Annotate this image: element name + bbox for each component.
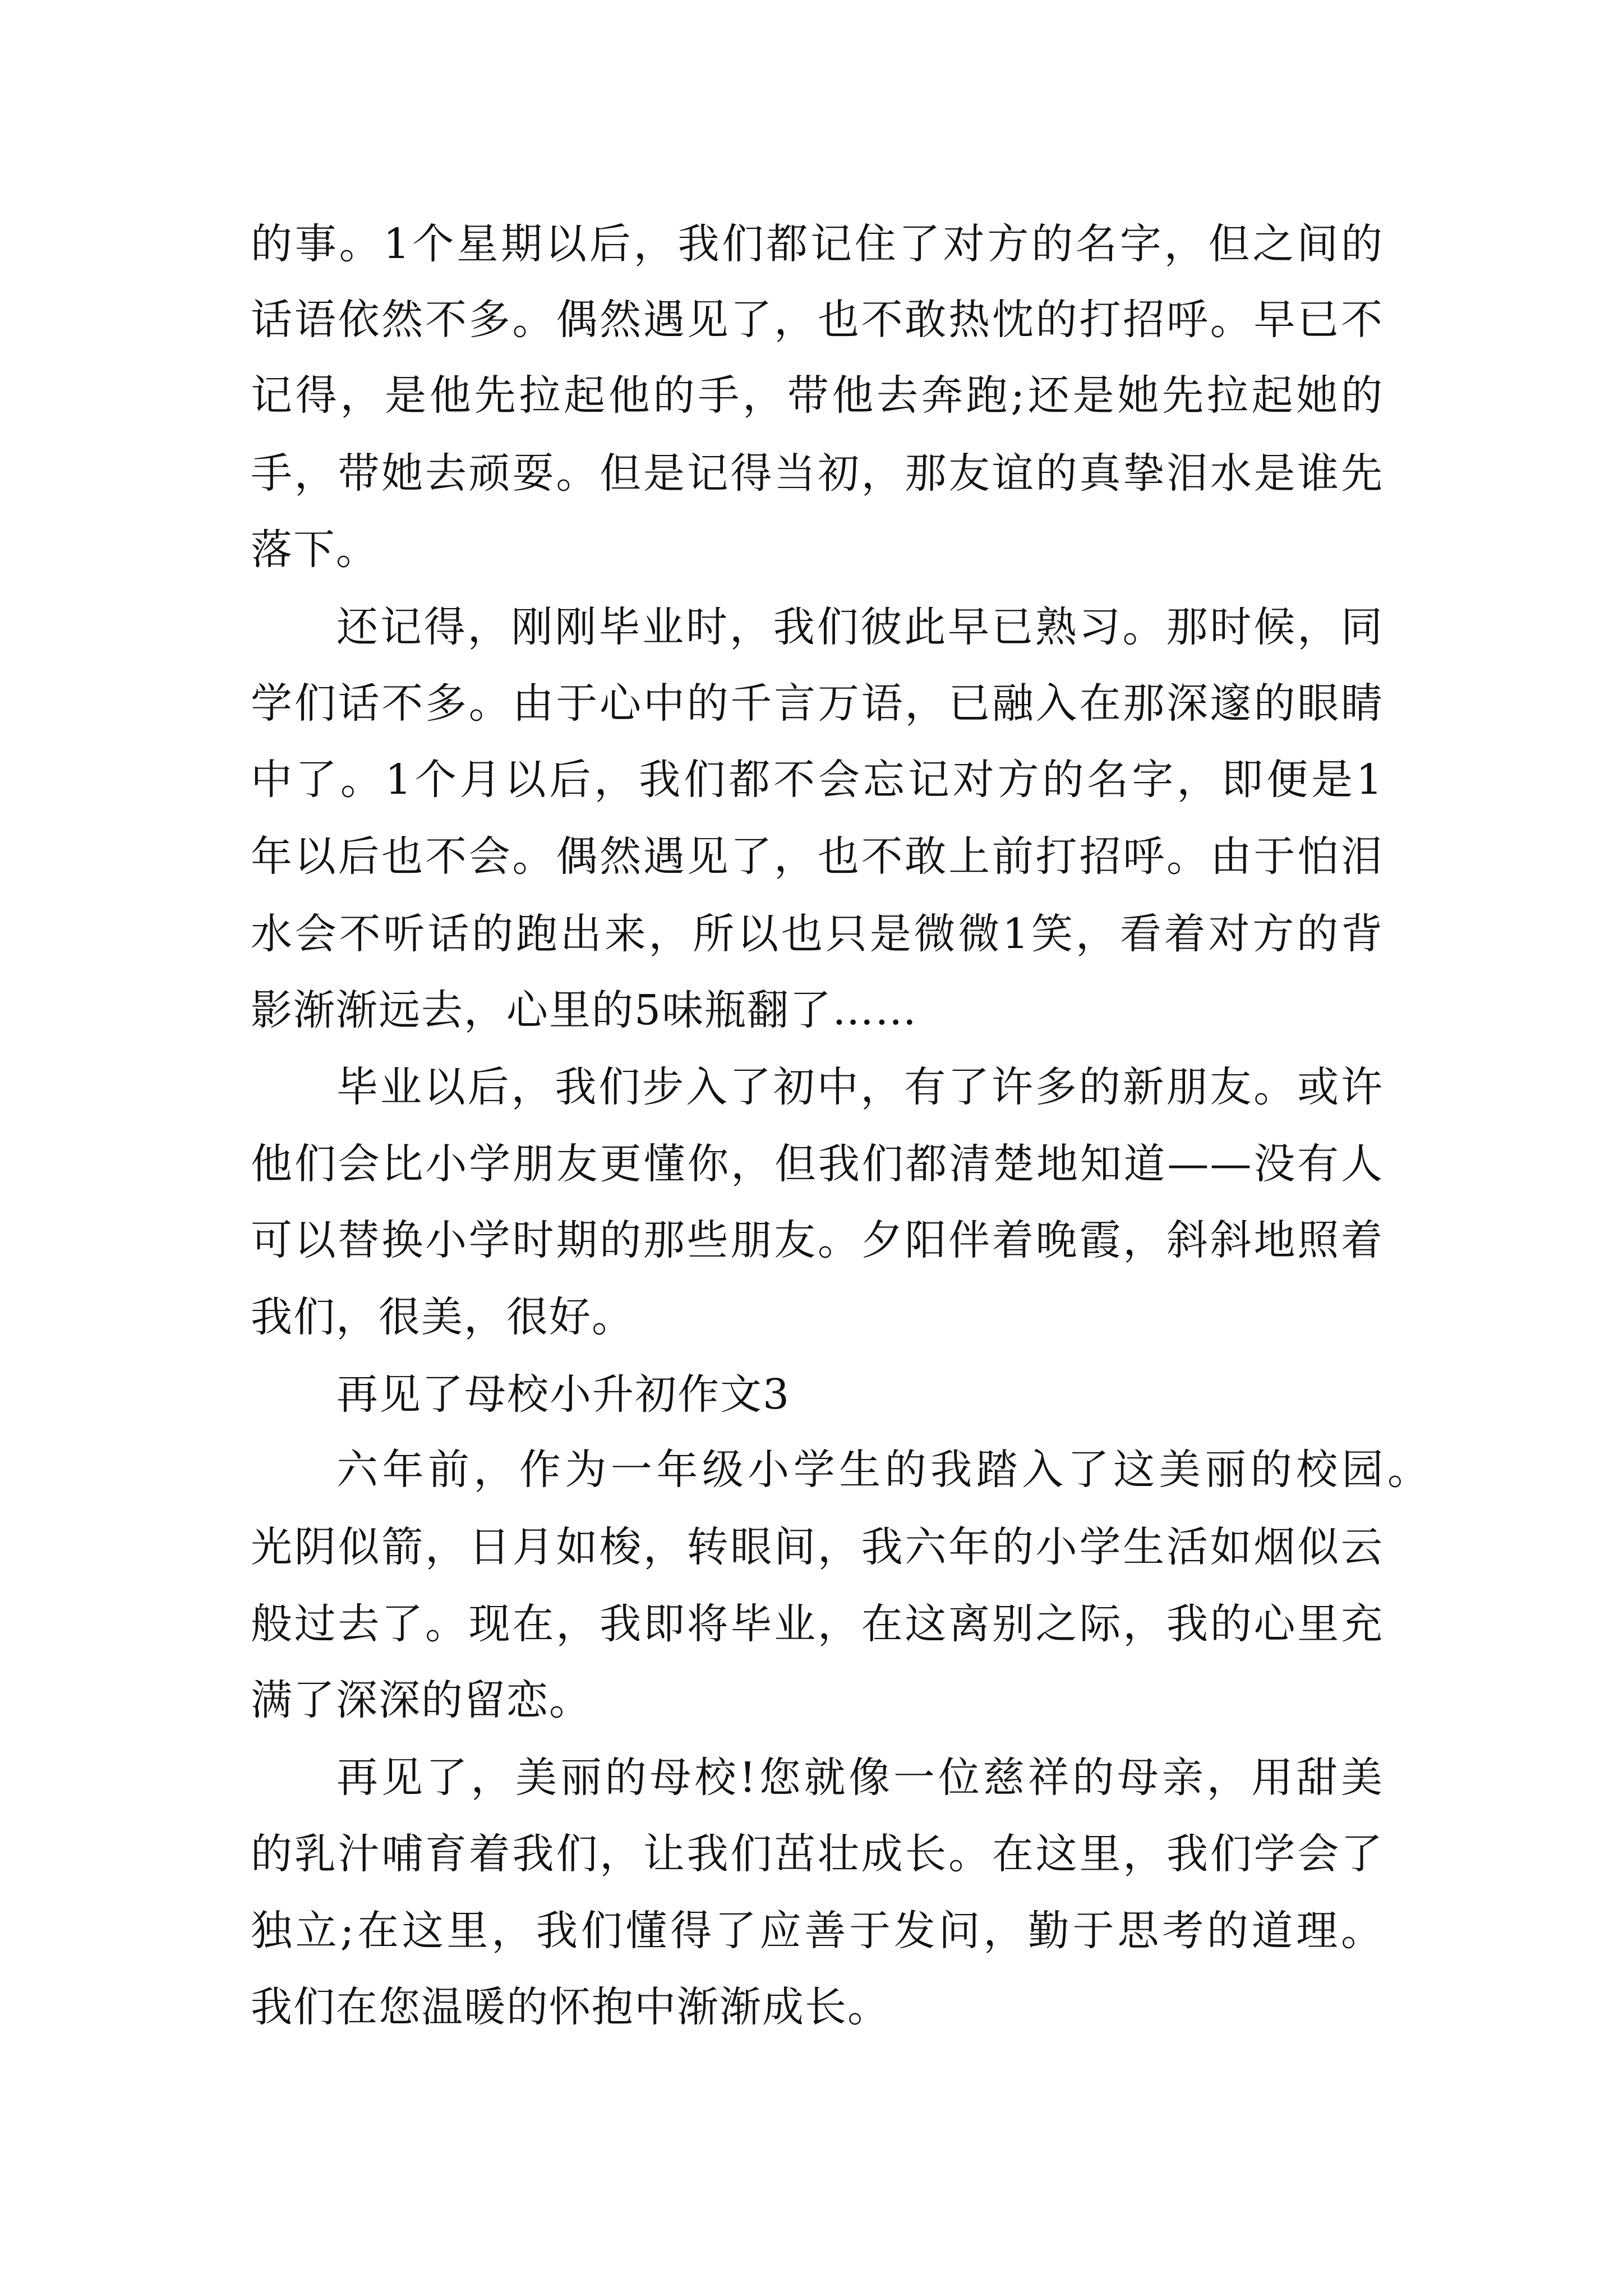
paragraph-6-line-1: 再见了，美丽的母校!您就像一位慈祥的母亲，用甜美 xyxy=(336,1754,1384,1802)
paragraph-3-line-2: 他们会比小学朋友更懂你，但我们都清楚地知道——没有人 xyxy=(251,1140,1384,1188)
paragraph-1-line-5: 落下。 xyxy=(251,526,379,574)
paragraph-2-line-6: 影渐渐远去，心里的5味瓶翻了…… xyxy=(251,986,918,1034)
paragraph-2-line-4: 年以后也不会。偶然遇见了，也不敢上前打招呼。由于怕泪 xyxy=(251,832,1384,881)
paragraph-6-line-4: 我们在您温暖的怀抱中渐渐成长。 xyxy=(251,1983,890,2031)
paragraph-2-line-2: 学们话不多。由于心中的千言万语，已融入在那深邃的眼睛 xyxy=(251,679,1384,728)
paragraph-1-line-2: 话语依然不多。偶然遇见了，也不敢热忱的打招呼。早已不 xyxy=(251,296,1384,344)
paragraph-5-line-2: 光阴似箭，日月如梭，转眼间，我六年的小学生活如烟似云 xyxy=(251,1523,1384,1571)
paragraph-2-line-1: 还记得，刚刚毕业时，我们彼此早已熟习。那时候，同 xyxy=(336,603,1384,651)
paragraph-6-line-2: 的乳汁哺育着我们，让我们茁壮成长。在这里，我们学会了 xyxy=(251,1830,1384,1878)
paragraph-1-line-4: 手，带她去顽耍。但是记得当初，那友谊的真挚泪水是谁先 xyxy=(251,449,1384,498)
paragraph-3-line-3: 可以替换小学时期的那些朋友。夕阳伴着晚霞，斜斜地照着 xyxy=(251,1216,1384,1264)
paragraph-1-line-1: 的事。1个星期以后，我们都记住了对方的名字，但之间的 xyxy=(251,220,1384,268)
paragraph-3-line-4: 我们，很美，很好。 xyxy=(251,1293,634,1341)
paragraph-1-line-3: 记得，是他先拉起他的手，带他去奔跑;还是她先拉起她的 xyxy=(251,371,1384,420)
paragraph-2-line-3: 中了。1个月以后，我们都不会忘记对方的名字，即便是1 xyxy=(251,756,1384,804)
section-heading: 再见了母校小升初作文3 xyxy=(336,1370,791,1419)
paragraph-5-line-3: 般过去了。现在，我即将毕业，在这离别之际，我的心里充 xyxy=(251,1600,1384,1648)
paragraph-2-line-5: 水会不听话的跑出来，所以也只是微微1笑，看着对方的背 xyxy=(251,910,1384,958)
paragraph-6-line-3: 独立;在这里，我们懂得了应善于发问，勤于思考的道理。 xyxy=(251,1907,1384,1955)
paragraph-5-line-4: 满了深深的留恋。 xyxy=(251,1676,592,1724)
paragraph-3-line-1: 毕业以后，我们步入了初中，有了许多的新朋友。或许 xyxy=(336,1063,1384,1111)
paragraph-5-line-1: 六年前，作为一年级小学生的我踏入了这美丽的校园。 xyxy=(336,1446,1430,1494)
